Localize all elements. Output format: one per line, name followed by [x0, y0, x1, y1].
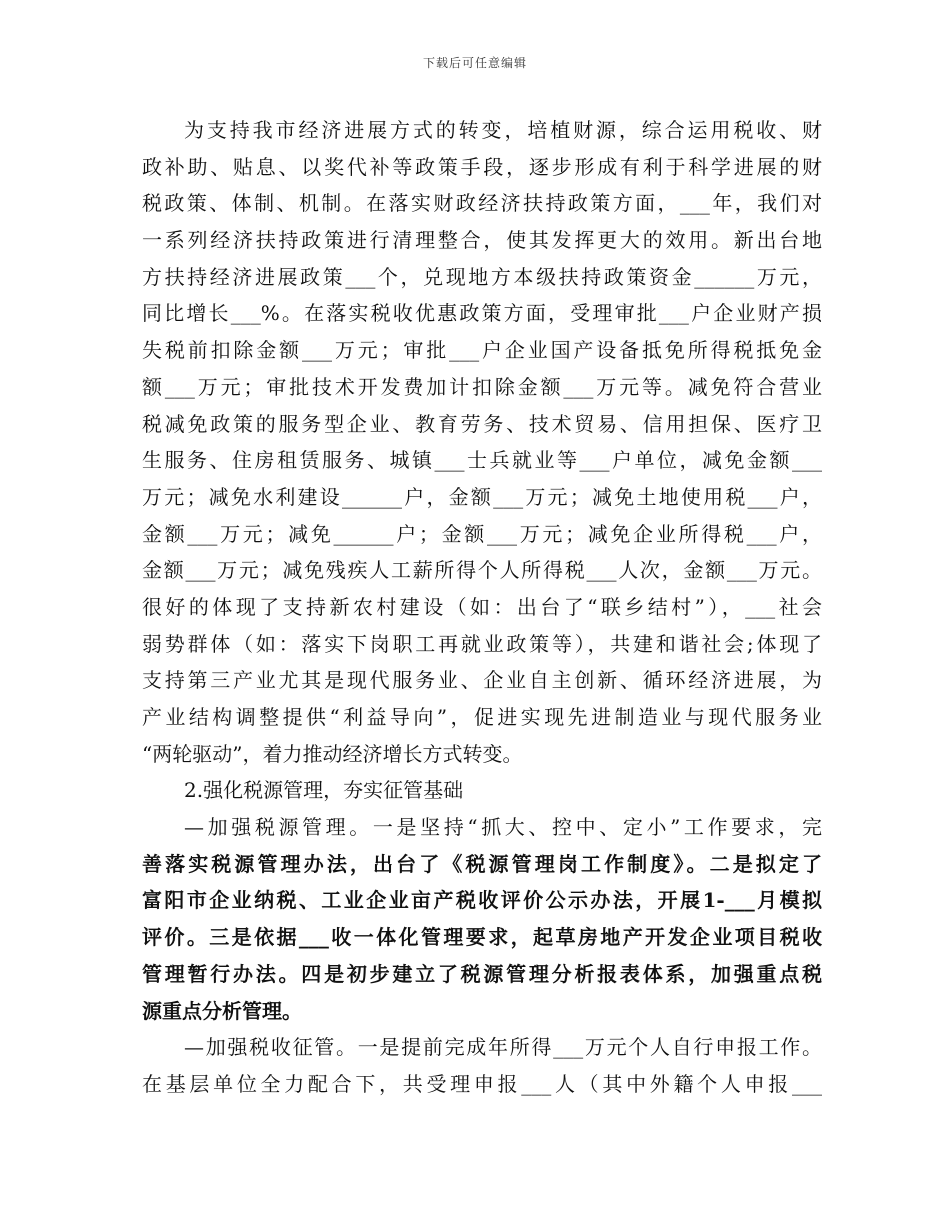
- section-heading: 2.强化税源管理，夯实征管基础: [184, 778, 464, 803]
- paragraph-line: 金额___万元；减免______户；金额___万元；减免企业所得税___户，: [142, 521, 822, 546]
- paragraph-line: 金额___万元；减免残疾人工薪所得个人所得税___人次，金额___万元。: [142, 558, 822, 583]
- paragraph-line: 很好的体现了支持新农村建设（如：出台了“联乡结村”），___社会: [142, 594, 822, 619]
- paragraph-line: 生服务、住房租赁服务、城镇___士兵就业等___户单位，减免金额___: [142, 448, 822, 473]
- paragraph-line: —加强税源管理。一是坚持“抓大、控中、定小”工作要求，完: [184, 815, 822, 840]
- paragraph-line: 产业结构调整提供“利益导向”，促进实现先进制造业与现代服务业: [142, 705, 822, 729]
- paragraph-line: 同比增长___%。在落实税收优惠政策方面，受理审批___户企业财产损: [142, 301, 822, 326]
- paragraph-line: 税减免政策的服务型企业、教育劳务、技术贸易、信用担保、医疗卫: [142, 411, 822, 436]
- paragraph-line: 管理暂行办法。四是初步建立了税源管理分析报表体系，加强重点税: [142, 961, 822, 986]
- page-header: 下载后可任意编辑: [422, 56, 527, 70]
- paragraph-line: 善落实税源管理办法，出台了《税源管理岗工作制度》。二是拟定了: [142, 851, 822, 876]
- paragraph-line: —加强税收征管。一是提前完成年所得___万元个人自行申报工作。: [184, 1035, 822, 1060]
- paragraph-line: 评价。三是依据___收一体化管理要求，起草房地产开发企业项目税收: [142, 925, 822, 950]
- paragraph-line: 税政策、体制、机制。在落实财政经济扶持政策方面，___年，我们对: [142, 191, 822, 216]
- paragraph-line: 额___万元；审批技术开发费加计扣除金额___万元等。减免符合营业: [142, 374, 822, 399]
- document-body: [142, 112, 822, 1103]
- paragraph-line: 为支持我市经济进展方式的转变，培植财源，综合运用税收、财: [184, 118, 822, 142]
- paragraph-line: 一系列经济扶持政策进行清理整合，使其发挥更大的效用。新出台地: [142, 228, 822, 253]
- paragraph-line: 万元；减免水利建设______户，金额___万元；减免土地使用税___户，: [142, 484, 822, 509]
- paragraph-line: 失税前扣除金额___万元；审批___户企业国产设备抵免所得税抵免金: [142, 338, 822, 363]
- paragraph-line: “两轮驱动”，着力推动经济增长方式转变。: [142, 741, 523, 766]
- paragraph-line: 政补助、贴息、以奖代补等政策手段，逐步形成有利于科学进展的财: [142, 154, 822, 179]
- paragraph-line: 支持第三产业尤其是现代服务业、企业自主创新、循环经济进展，为: [142, 668, 822, 693]
- paragraph-line: 源重点分析管理。: [142, 998, 302, 1023]
- paragraph-line: 弱势群体（如：落实下岗职工再就业政策等），共建和谐社会;体现了: [142, 631, 822, 656]
- paragraph-line: 富阳市企业纳税、工业企业亩产税收评价公示办法，开展1-___月模拟: [142, 888, 822, 913]
- paragraph-line: 方扶持经济进展政策___个，兑现地方本级扶持政策资金______万元，: [142, 264, 822, 289]
- paragraph-line: 在基层单位全力配合下，共受理申报___人（其中外籍个人申报___: [142, 1071, 822, 1096]
